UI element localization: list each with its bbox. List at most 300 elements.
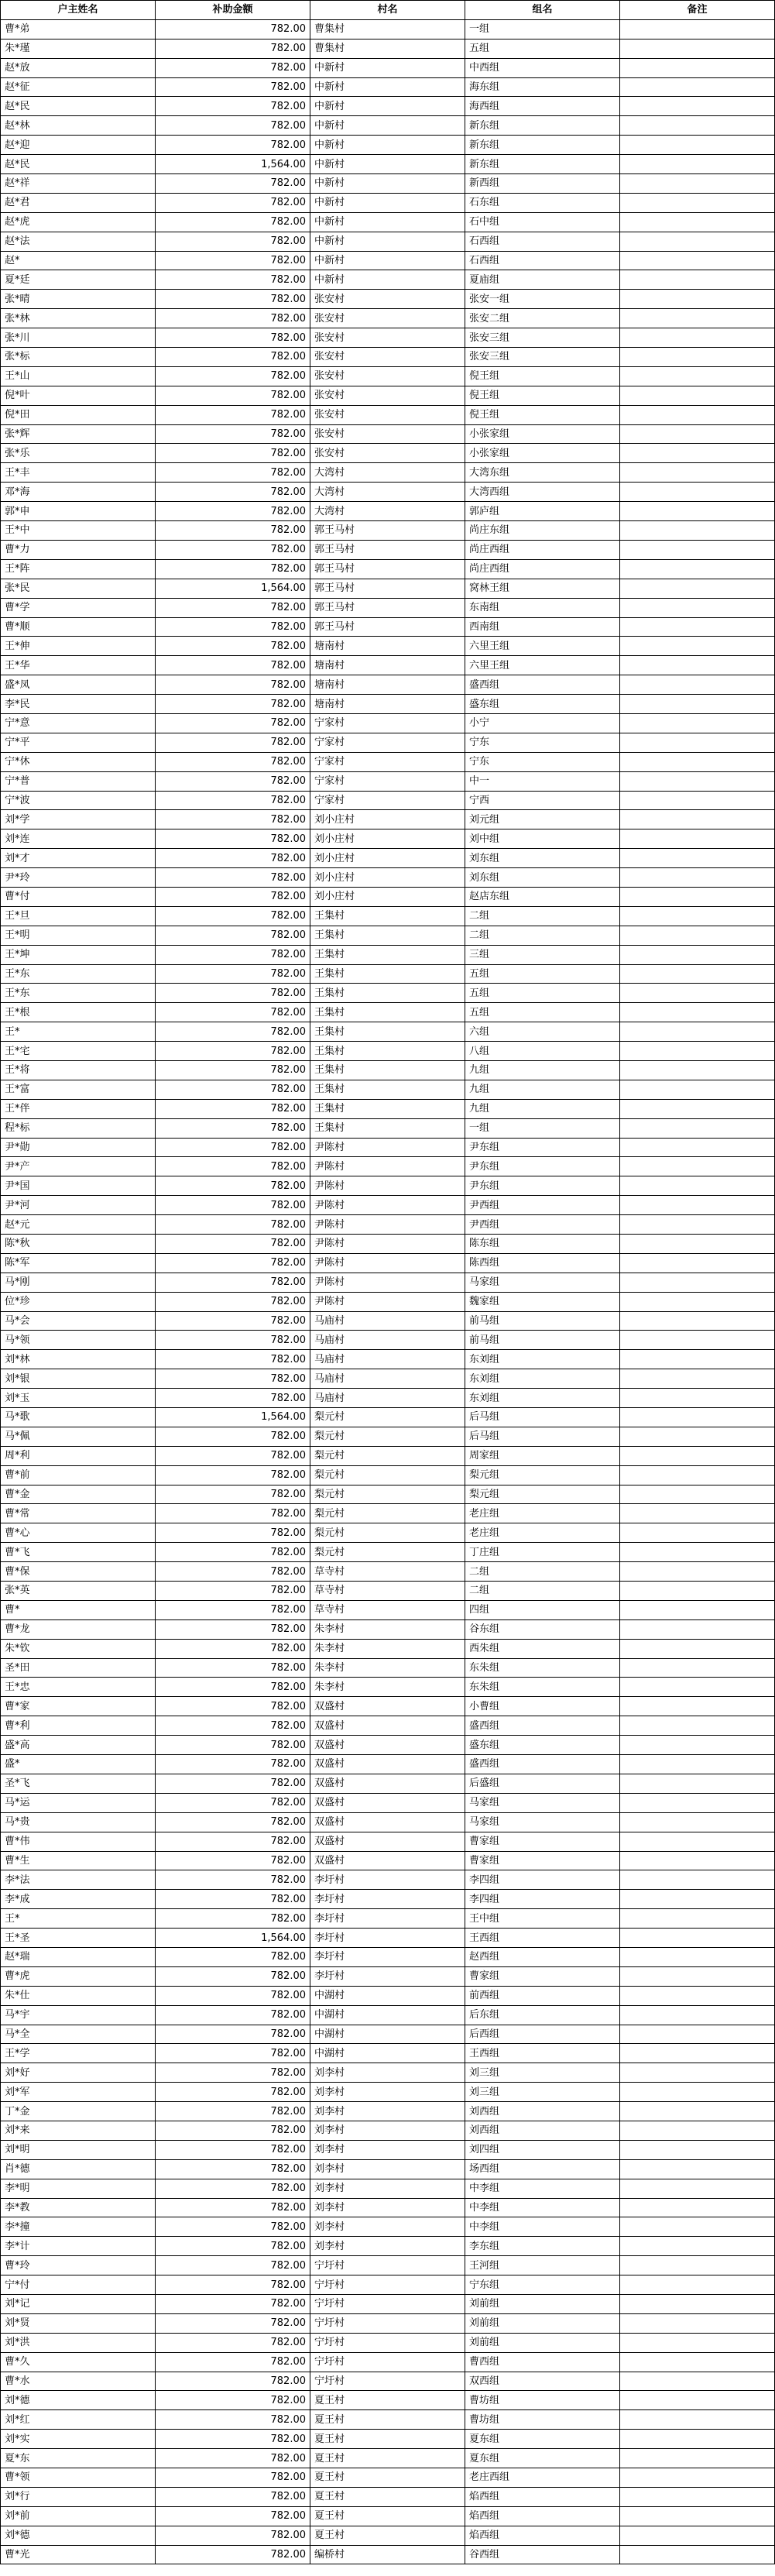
cell-village-name: 李圩村 <box>310 1870 465 1890</box>
cell-subsidy-amount: 782.00 <box>156 521 310 541</box>
table-row <box>1 174 775 194</box>
cell-village-name: 梨元村 <box>310 1504 465 1523</box>
table-row <box>1 2487 775 2506</box>
cell-group-name: 盛东组 <box>465 695 620 714</box>
cell-householder-name: 曹*前 <box>1 1465 156 1485</box>
cell-householder-name: 曹*利 <box>1 1716 156 1736</box>
cell-householder-name: 曹* <box>1 1600 156 1619</box>
cell-subsidy-amount: 782.00 <box>156 637 310 656</box>
cell-remarks <box>620 1273 775 1292</box>
cell-village-name: 大湾村 <box>310 483 465 502</box>
cell-subsidy-amount: 782.00 <box>156 1235 310 1254</box>
cell-householder-name: 肖*德 <box>1 2159 156 2179</box>
cell-village-name: 梨元村 <box>310 1427 465 1446</box>
table-row <box>1 829 775 849</box>
cell-group-name: 东朱组 <box>465 1658 620 1678</box>
cell-village-name: 张安村 <box>310 309 465 328</box>
cell-village-name: 张安村 <box>310 424 465 444</box>
cell-remarks <box>620 1138 775 1157</box>
cell-subsidy-amount: 782.00 <box>156 1311 310 1331</box>
table-row <box>1 1446 775 1465</box>
table-row <box>1 579 775 598</box>
cell-village-name: 草寺村 <box>310 1600 465 1619</box>
cell-remarks <box>620 1485 775 1504</box>
cell-village-name: 双盛村 <box>310 1774 465 1793</box>
cell-householder-name: 夏*东 <box>1 2449 156 2468</box>
cell-householder-name: 王* <box>1 1022 156 1042</box>
cell-householder-name: 盛*凤 <box>1 675 156 695</box>
table-row <box>1 1273 775 1292</box>
cell-group-name: 丁庄组 <box>465 1543 620 1562</box>
table-row <box>1 1176 775 1196</box>
cell-subsidy-amount: 782.00 <box>156 1658 310 1678</box>
cell-subsidy-amount: 782.00 <box>156 1427 310 1446</box>
cell-remarks <box>620 2083 775 2102</box>
cell-subsidy-amount: 782.00 <box>156 675 310 695</box>
cell-householder-name: 周*利 <box>1 1446 156 1465</box>
cell-group-name: 东朱组 <box>465 1678 620 1697</box>
cell-remarks <box>620 136 775 155</box>
table-row <box>1 868 775 888</box>
cell-householder-name: 李*民 <box>1 695 156 714</box>
cell-remarks <box>620 1389 775 1408</box>
cell-village-name: 大湾村 <box>310 502 465 521</box>
cell-subsidy-amount: 782.00 <box>156 405 310 424</box>
table-row <box>1 309 775 328</box>
cell-village-name: 中新村 <box>310 155 465 174</box>
cell-group-name: 陈西组 <box>465 1253 620 1273</box>
cell-village-name: 张安村 <box>310 444 465 463</box>
cell-group-name: 宁东 <box>465 733 620 752</box>
cell-group-name: 刘西组 <box>465 2102 620 2121</box>
cell-subsidy-amount: 782.00 <box>156 1697 310 1716</box>
cell-group-name: 周家组 <box>465 1446 620 1465</box>
table-row <box>1 540 775 559</box>
table-row <box>1 617 775 637</box>
cell-householder-name: 程*标 <box>1 1118 156 1138</box>
cell-group-name: 刘前组 <box>465 2313 620 2333</box>
cell-subsidy-amount: 782.00 <box>156 2391 310 2410</box>
cell-subsidy-amount: 782.00 <box>156 2179 310 2198</box>
cell-village-name: 草寺村 <box>310 1562 465 1582</box>
cell-subsidy-amount: 782.00 <box>156 1909 310 1929</box>
cell-group-name: 王河组 <box>465 2256 620 2275</box>
cell-remarks <box>620 386 775 405</box>
table-row <box>1 463 775 483</box>
cell-group-name: 刘前组 <box>465 2333 620 2352</box>
cell-subsidy-amount: 782.00 <box>156 2159 310 2179</box>
cell-remarks <box>620 598 775 617</box>
cell-group-name: 八组 <box>465 1042 620 1061</box>
cell-subsidy-amount: 782.00 <box>156 713 310 733</box>
cell-subsidy-amount: 782.00 <box>156 39 310 58</box>
table-row <box>1 945 775 964</box>
table-row <box>1 2294 775 2313</box>
cell-remarks <box>620 2256 775 2275</box>
cell-subsidy-amount: 782.00 <box>156 771 310 791</box>
table-row <box>1 1523 775 1543</box>
cell-group-name: 双西组 <box>465 2372 620 2391</box>
cell-householder-name: 刘*林 <box>1 1350 156 1369</box>
table-row <box>1 2333 775 2352</box>
cell-remarks <box>620 1022 775 1042</box>
table-row <box>1 39 775 58</box>
cell-group-name: 中李组 <box>465 2179 620 2198</box>
cell-subsidy-amount: 782.00 <box>156 77 310 97</box>
cell-householder-name: 盛*高 <box>1 1736 156 1755</box>
cell-householder-name: 刘*德 <box>1 2391 156 2410</box>
cell-householder-name: 宁*休 <box>1 752 156 771</box>
cell-householder-name: 王*将 <box>1 1060 156 1080</box>
cell-subsidy-amount: 782.00 <box>156 2217 310 2237</box>
cell-group-name: 东刘组 <box>465 1389 620 1408</box>
cell-remarks <box>620 424 775 444</box>
cell-group-name: 老庄西组 <box>465 2468 620 2488</box>
table-row <box>1 1042 775 1061</box>
cell-village-name: 双盛村 <box>310 1812 465 1832</box>
cell-group-name: 张安三组 <box>465 348 620 367</box>
cell-remarks <box>620 2063 775 2083</box>
cell-village-name: 中新村 <box>310 136 465 155</box>
cell-subsidy-amount: 782.00 <box>156 2333 310 2352</box>
table-row <box>1 2121 775 2140</box>
cell-remarks <box>620 1331 775 1350</box>
cell-subsidy-amount: 782.00 <box>156 598 310 617</box>
cell-group-name: 焰西组 <box>465 2506 620 2526</box>
cell-group-name: 中一 <box>465 771 620 791</box>
cell-subsidy-amount: 782.00 <box>156 424 310 444</box>
cell-remarks <box>620 1639 775 1658</box>
table-row <box>1 1350 775 1369</box>
table-row <box>1 1099 775 1118</box>
cell-remarks <box>620 2391 775 2410</box>
cell-remarks <box>620 2333 775 2352</box>
table-row <box>1 2372 775 2391</box>
cell-householder-name: 圣*田 <box>1 1658 156 1678</box>
cell-group-name: 一组 <box>465 19 620 39</box>
cell-remarks <box>620 1755 775 1774</box>
cell-subsidy-amount: 782.00 <box>156 1504 310 1523</box>
cell-village-name: 宁圩村 <box>310 2256 465 2275</box>
cell-village-name: 宁圩村 <box>310 2372 465 2391</box>
cell-subsidy-amount: 782.00 <box>156 1832 310 1851</box>
cell-group-name: 五组 <box>465 964 620 984</box>
table-row <box>1 1832 775 1851</box>
cell-householder-name: 刘*玉 <box>1 1389 156 1408</box>
cell-remarks <box>620 116 775 136</box>
cell-remarks <box>620 1003 775 1022</box>
cell-village-name: 夏王村 <box>310 2506 465 2526</box>
cell-group-name: 盛西组 <box>465 1755 620 1774</box>
cell-remarks <box>620 1582 775 1601</box>
cell-group-name: 新西组 <box>465 174 620 194</box>
cell-village-name: 王集村 <box>310 1099 465 1118</box>
cell-village-name: 大湾村 <box>310 463 465 483</box>
cell-householder-name: 刘*实 <box>1 2430 156 2449</box>
cell-householder-name: 王*丰 <box>1 463 156 483</box>
table-row <box>1 1966 775 1986</box>
cell-remarks <box>620 2044 775 2063</box>
table-row <box>1 1408 775 1427</box>
table-row <box>1 1485 775 1504</box>
cell-subsidy-amount: 782.00 <box>156 1080 310 1099</box>
cell-village-name: 马庙村 <box>310 1350 465 1369</box>
cell-householder-name: 刘*红 <box>1 2410 156 2430</box>
cell-village-name: 朱李村 <box>310 1658 465 1678</box>
cell-group-name: 后东组 <box>465 2005 620 2025</box>
cell-village-name: 中湖村 <box>310 1986 465 2005</box>
cell-village-name: 王集村 <box>310 1080 465 1099</box>
cell-remarks <box>620 1235 775 1254</box>
cell-subsidy-amount: 782.00 <box>156 174 310 194</box>
table-row <box>1 1619 775 1639</box>
cell-subsidy-amount: 782.00 <box>156 97 310 116</box>
cell-group-name: 王西组 <box>465 2044 620 2063</box>
cell-householder-name: 马*宇 <box>1 2005 156 2025</box>
cell-householder-name: 曹*光 <box>1 2545 156 2564</box>
cell-householder-name: 尹*国 <box>1 1176 156 1196</box>
table-row <box>1 77 775 97</box>
cell-householder-name: 刘*学 <box>1 810 156 829</box>
cell-village-name: 尹陈村 <box>310 1138 465 1157</box>
cell-remarks <box>620 2545 775 2564</box>
table-row <box>1 1986 775 2005</box>
table-row <box>1 598 775 617</box>
cell-householder-name: 马*会 <box>1 1311 156 1331</box>
cell-village-name: 刘小庄村 <box>310 810 465 829</box>
cell-group-name: 窝林王组 <box>465 579 620 598</box>
cell-remarks <box>620 1929 775 1948</box>
cell-group-name: 小张家组 <box>465 444 620 463</box>
cell-subsidy-amount: 782.00 <box>156 540 310 559</box>
cell-remarks <box>620 1697 775 1716</box>
cell-subsidy-amount: 782.00 <box>156 2237 310 2256</box>
cell-group-name: 石西组 <box>465 232 620 251</box>
cell-householder-name: 王*学 <box>1 2044 156 2063</box>
cell-householder-name: 刘*才 <box>1 849 156 868</box>
cell-subsidy-amount: 782.00 <box>156 1022 310 1042</box>
cell-group-name: 刘三组 <box>465 2063 620 2083</box>
cell-group-name: 海东组 <box>465 77 620 97</box>
cell-householder-name: 刘*记 <box>1 2294 156 2313</box>
cell-householder-name: 王*阵 <box>1 559 156 579</box>
cell-group-name: 曹家组 <box>465 1832 620 1851</box>
cell-subsidy-amount: 782.00 <box>156 366 310 386</box>
cell-remarks <box>620 290 775 309</box>
cell-group-name: 西南组 <box>465 617 620 637</box>
table-row <box>1 1851 775 1870</box>
cell-group-name: 石西组 <box>465 251 620 270</box>
table-row <box>1 136 775 155</box>
cell-householder-name: 陈*秋 <box>1 1235 156 1254</box>
cell-remarks <box>620 2372 775 2391</box>
cell-subsidy-amount: 1,564.00 <box>156 1929 310 1948</box>
cell-subsidy-amount: 782.00 <box>156 2140 310 2159</box>
cell-remarks <box>620 155 775 174</box>
cell-village-name: 朱李村 <box>310 1619 465 1639</box>
cell-remarks <box>620 1966 775 1986</box>
cell-remarks <box>620 2487 775 2506</box>
cell-group-name: 马家组 <box>465 1812 620 1832</box>
cell-remarks <box>620 1890 775 1909</box>
cell-subsidy-amount: 782.00 <box>156 1793 310 1812</box>
cell-householder-name: 刘*贤 <box>1 2313 156 2333</box>
cell-remarks <box>620 444 775 463</box>
cell-village-name: 张安村 <box>310 328 465 348</box>
cell-remarks <box>620 713 775 733</box>
cell-group-name: 石东组 <box>465 193 620 212</box>
cell-householder-name: 邓*海 <box>1 483 156 502</box>
cell-remarks <box>620 1253 775 1273</box>
cell-householder-name: 尹*勋 <box>1 1138 156 1157</box>
cell-householder-name: 赵*法 <box>1 232 156 251</box>
cell-remarks <box>620 1619 775 1639</box>
cell-subsidy-amount: 782.00 <box>156 270 310 290</box>
cell-village-name: 梨元村 <box>310 1485 465 1504</box>
cell-subsidy-amount: 782.00 <box>156 502 310 521</box>
cell-remarks <box>620 1543 775 1562</box>
cell-remarks <box>620 887 775 906</box>
cell-subsidy-amount: 782.00 <box>156 791 310 810</box>
table-row <box>1 502 775 521</box>
cell-subsidy-amount: 782.00 <box>156 1986 310 2005</box>
cell-subsidy-amount: 1,564.00 <box>156 579 310 598</box>
cell-village-name: 刘李村 <box>310 2198 465 2217</box>
cell-village-name: 郭王马村 <box>310 617 465 637</box>
table-row <box>1 1369 775 1389</box>
cell-remarks <box>620 2468 775 2488</box>
header-row <box>1 1 775 20</box>
cell-householder-name: 王*根 <box>1 1003 156 1022</box>
table-body <box>1 19 775 2564</box>
cell-group-name: 前马组 <box>465 1331 620 1350</box>
cell-village-name: 刘小庄村 <box>310 829 465 849</box>
cell-group-name: 郭庐组 <box>465 502 620 521</box>
table-row <box>1 2468 775 2488</box>
cell-remarks <box>620 1793 775 1812</box>
table-row <box>1 1658 775 1678</box>
table-row <box>1 328 775 348</box>
cell-group-name: 尹东组 <box>465 1157 620 1176</box>
table-row <box>1 424 775 444</box>
cell-group-name: 倪王组 <box>465 405 620 424</box>
cell-subsidy-amount: 782.00 <box>156 2468 310 2488</box>
cell-householder-name: 马*贵 <box>1 1812 156 1832</box>
cell-subsidy-amount: 782.00 <box>156 290 310 309</box>
cell-householder-name: 刘*银 <box>1 1369 156 1389</box>
cell-householder-name: 马*刚 <box>1 1273 156 1292</box>
cell-subsidy-amount: 782.00 <box>156 1176 310 1196</box>
cell-remarks <box>620 926 775 945</box>
table-row <box>1 1389 775 1408</box>
cell-householder-name: 张*民 <box>1 579 156 598</box>
cell-group-name: 二组 <box>465 906 620 926</box>
cell-subsidy-amount: 782.00 <box>156 2449 310 2468</box>
cell-subsidy-amount: 782.00 <box>156 2372 310 2391</box>
cell-subsidy-amount: 782.00 <box>156 2487 310 2506</box>
cell-householder-name: 倪*叶 <box>1 386 156 405</box>
cell-subsidy-amount: 782.00 <box>156 2102 310 2121</box>
cell-group-name: 新东组 <box>465 155 620 174</box>
cell-subsidy-amount: 782.00 <box>156 2198 310 2217</box>
cell-remarks <box>620 2140 775 2159</box>
cell-remarks <box>620 540 775 559</box>
table-row <box>1 1774 775 1793</box>
table-row <box>1 1003 775 1022</box>
cell-village-name: 朱李村 <box>310 1678 465 1697</box>
cell-remarks <box>620 2005 775 2025</box>
cell-village-name: 张安村 <box>310 405 465 424</box>
cell-village-name: 宁圩村 <box>310 2294 465 2313</box>
table-row <box>1 733 775 752</box>
cell-remarks <box>620 2121 775 2140</box>
cell-remarks <box>620 984 775 1003</box>
cell-subsidy-amount: 782.00 <box>156 1003 310 1022</box>
cell-group-name: 尚庄西组 <box>465 559 620 579</box>
cell-group-name: 新东组 <box>465 116 620 136</box>
cell-village-name: 双盛村 <box>310 1697 465 1716</box>
cell-group-name: 宁东 <box>465 752 620 771</box>
cell-village-name: 塘南村 <box>310 695 465 714</box>
table-row <box>1 1157 775 1176</box>
cell-village-name: 中湖村 <box>310 2025 465 2044</box>
table-row <box>1 2140 775 2159</box>
cell-householder-name: 尹*河 <box>1 1196 156 1215</box>
cell-group-name: 二组 <box>465 926 620 945</box>
table-row <box>1 2256 775 2275</box>
cell-householder-name: 马*运 <box>1 1793 156 1812</box>
cell-remarks <box>620 771 775 791</box>
cell-remarks <box>620 1196 775 1215</box>
cell-village-name: 夏王村 <box>310 2468 465 2488</box>
table-row <box>1 232 775 251</box>
cell-group-name: 李东组 <box>465 2237 620 2256</box>
cell-householder-name: 宁*波 <box>1 791 156 810</box>
cell-group-name: 谷东组 <box>465 1619 620 1639</box>
cell-remarks <box>620 1832 775 1851</box>
cell-group-name: 刘前组 <box>465 2294 620 2313</box>
table-row <box>1 2430 775 2449</box>
table-row <box>1 2410 775 2430</box>
cell-householder-name: 曹*保 <box>1 1562 156 1582</box>
cell-village-name: 尹陈村 <box>310 1215 465 1235</box>
cell-remarks <box>620 366 775 386</box>
cell-householder-name: 郭*申 <box>1 502 156 521</box>
cell-group-name: 尹西组 <box>465 1215 620 1235</box>
cell-householder-name: 张*标 <box>1 348 156 367</box>
cell-village-name: 中新村 <box>310 77 465 97</box>
cell-subsidy-amount: 782.00 <box>156 212 310 232</box>
cell-householder-name: 王*明 <box>1 926 156 945</box>
cell-village-name: 李圩村 <box>310 1909 465 1929</box>
cell-group-name: 马家组 <box>465 1793 620 1812</box>
cell-remarks <box>620 1060 775 1080</box>
cell-remarks <box>620 1812 775 1832</box>
cell-village-name: 曹集村 <box>310 39 465 58</box>
cell-remarks <box>620 270 775 290</box>
cell-village-name: 中新村 <box>310 270 465 290</box>
table-row <box>1 1600 775 1619</box>
cell-village-name: 梨元村 <box>310 1543 465 1562</box>
cell-group-name: 尹东组 <box>465 1176 620 1196</box>
cell-group-name: 梨元组 <box>465 1465 620 1485</box>
cell-householder-name: 王*富 <box>1 1080 156 1099</box>
cell-remarks <box>620 328 775 348</box>
table-row <box>1 2526 775 2545</box>
cell-village-name: 尹陈村 <box>310 1157 465 1176</box>
cell-remarks <box>620 1157 775 1176</box>
cell-village-name: 夏王村 <box>310 2487 465 2506</box>
